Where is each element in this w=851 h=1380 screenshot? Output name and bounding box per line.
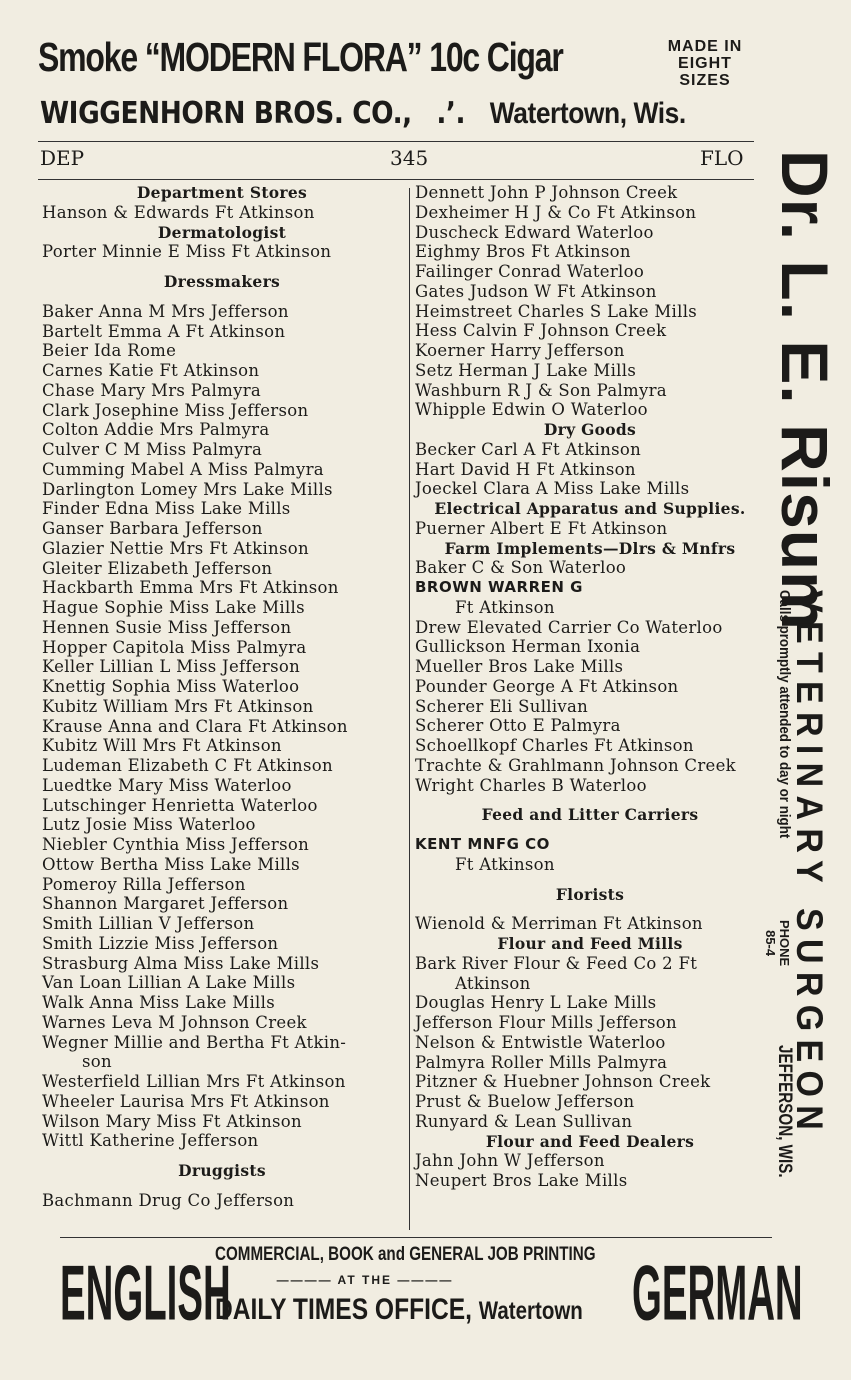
directory-entry: Hart David H Ft Atkinson — [415, 459, 636, 479]
directory-entry: Becker Carl A Ft Atkinson — [415, 439, 642, 459]
directory-entry: Beier Ida Rome — [42, 341, 177, 361]
category-heading: Farm Implements—Dlrs & Mnfrs — [444, 538, 736, 558]
category-heading: Feed and Litter Carriers — [481, 805, 699, 825]
directory-entry: Baker Anna M Mrs Jefferson — [42, 301, 289, 321]
directory-entry: Carnes Katie Ft Atkinson — [42, 361, 260, 380]
directory-entry: Prust & Buelow Jefferson — [415, 1092, 635, 1111]
directory-entry: Pomeroy Rilla Jefferson — [42, 874, 246, 894]
entry-continuation: Ft Atkinson — [455, 854, 555, 874]
directory-entry: Failinger Conrad Waterloo — [415, 262, 645, 281]
category-heading: Electrical Apparatus and Supplies. — [434, 499, 746, 518]
vet-location: JEFFERSON, WIS. — [774, 1045, 795, 1178]
maker-location: Watertown, Wis. — [489, 97, 686, 130]
directory-entry: Darlington Lomey Mrs Lake Mills — [42, 479, 333, 499]
directory-entry: Koerner Harry Jefferson — [415, 341, 625, 360]
directory-entry: Lutschinger Henrietta Waterloo — [42, 795, 318, 815]
top-advertisement — [38, 34, 758, 134]
directory-entry: Baker C & Son Waterloo — [415, 558, 627, 578]
directory-entry: Wilson Mary Miss Ft Atkinson — [42, 1111, 302, 1131]
directory-entry: Smith Lillian V Jefferson — [42, 914, 255, 933]
directory-entry: Drew Elevated Carrier Co Waterloo — [415, 617, 723, 637]
directory-entry: Chase Mary Mrs Palmyra — [42, 380, 262, 400]
running-head-left: DEP — [40, 146, 85, 170]
directory-entry: Jahn John W Jefferson — [415, 1151, 605, 1171]
printing-line-3 — [215, 1293, 583, 1327]
made-in-sizes-badge — [650, 38, 760, 89]
vet-name: Dr. L. E. Risum — [768, 150, 842, 631]
directory-entry: Walk Anna Miss Lake Mills — [42, 993, 275, 1012]
directory-entry: Wienold & Merriman Ft Atkinson — [415, 914, 703, 934]
category-heading: Florists — [555, 884, 625, 904]
category-heading: Flour and Feed Mills — [497, 934, 683, 953]
page-number: 345 — [390, 146, 429, 170]
directory-entry: Ganser Barbara Jefferson — [42, 519, 263, 538]
printing-ad — [215, 1244, 625, 1327]
directory-entry: Kubitz Will Mrs Ft Atkinson — [42, 736, 282, 756]
directory-column-left — [42, 183, 402, 1211]
category-heading: Druggists — [178, 1161, 266, 1180]
printing-line-2: ———— AT THE ———— — [276, 1273, 454, 1287]
header-rule — [38, 141, 754, 142]
directory-entry: Schoellkopf Charles Ft Atkinson — [415, 736, 694, 755]
vet-calls-note: Calls promptly attended to day or night — [776, 590, 792, 839]
entry-continuation: Atkinson — [455, 973, 531, 993]
directory-entry: Mueller Bros Lake Mills — [415, 657, 624, 676]
directory-entry: Eighmy Bros Ft Atkinson — [415, 242, 631, 262]
directory-entry: Niebler Cynthia Miss Jefferson — [42, 835, 310, 854]
spacer — [415, 875, 765, 885]
directory-entry: Hennen Susie Miss Jefferson — [42, 617, 292, 637]
vet-phone — [763, 920, 791, 966]
category-heading: Dry Goods — [543, 420, 637, 439]
directory-entry: Hopper Capitola Miss Palmyra — [42, 637, 307, 657]
directory-entry: Neupert Bros Lake Mills — [415, 1171, 628, 1190]
maker-name: WIGGENHORN BROS. CO., — [40, 96, 412, 131]
cigar-ad-headline: Smoke “MODERN FLORA” 10c Cigar — [38, 34, 563, 80]
directory-entry: Kubitz William Mrs Ft Atkinson — [42, 696, 314, 716]
maker-separator: .’. — [436, 96, 466, 131]
directory-entry: Bachmann Drug Co Jefferson — [42, 1190, 295, 1210]
printing-at-the: AT THE — [337, 1273, 392, 1287]
category-heading: Dressmakers — [163, 272, 281, 291]
directory-entry: Runyard & Lean Sullivan — [415, 1111, 633, 1131]
directory-entry: Shannon Margaret Jefferson — [42, 894, 289, 914]
directory-entry: Ottow Bertha Miss Lake Mills — [42, 854, 300, 874]
directory-entry: Dennett John P Johnson Creek — [415, 183, 678, 202]
spacer — [42, 262, 402, 272]
made-in-line-3: SIZES — [679, 72, 731, 89]
made-in-line-2: EIGHT — [678, 55, 732, 72]
directory-entry: Douglas Henry L Lake Mills — [415, 993, 657, 1013]
directory-entry: Joeckel Clara A Miss Lake Mills — [415, 479, 690, 499]
directory-entry: Colton Addie Mrs Palmyra — [42, 420, 270, 440]
vet-phone-label: PHONE — [777, 920, 792, 967]
spacer — [42, 1151, 402, 1161]
german-word: GERMAN — [632, 1248, 803, 1337]
directory-entry: Pitzner & Huebner Johnson Creek — [415, 1072, 711, 1092]
entry-continuation: Ft Atkinson — [455, 597, 555, 617]
directory-entry: Keller Lillian L Miss Jefferson — [42, 657, 301, 677]
directory-entry: Ludeman Elizabeth C Ft Atkinson — [42, 756, 333, 775]
footer-rule — [60, 1237, 772, 1238]
directory-entry: Strasburg Alma Miss Lake Mills — [42, 953, 320, 973]
directory-entry: Wegner Millie and Bertha Ft Atkin- — [42, 1032, 347, 1052]
directory-entry: Gleiter Elizabeth Jefferson — [42, 558, 273, 578]
spacer — [42, 1181, 402, 1191]
spacer — [415, 795, 765, 805]
printing-office: DAILY TIMES OFFICE, — [215, 1293, 472, 1326]
bold-directory-entry: BROWN WARREN G — [415, 578, 583, 596]
directory-entry: Wright Charles B Waterloo — [415, 775, 647, 795]
veterinary-side-ad — [763, 150, 842, 1215]
directory-entry: Jefferson Flour Mills Jefferson — [415, 1013, 677, 1032]
category-heading: Dermatologist — [157, 222, 287, 242]
directory-entry: Lutz Josie Miss Waterloo — [42, 815, 256, 835]
entry-continuation: son — [82, 1052, 112, 1072]
english-word: ENGLISH — [60, 1248, 231, 1337]
category-heading: Flour and Feed Dealers — [485, 1131, 695, 1151]
directory-entry: Whipple Edwin O Waterloo — [415, 400, 648, 420]
directory-entry: Glazier Nettie Mrs Ft Atkinson — [42, 538, 309, 558]
directory-entry: Pounder George A Ft Atkinson — [415, 676, 679, 696]
directory-entry: Hackbarth Emma Mrs Ft Atkinson — [42, 578, 339, 598]
directory-entry: Clark Josephine Miss Jefferson — [42, 400, 309, 420]
directory-entry: Warnes Leva M Johnson Creek — [42, 1012, 307, 1032]
directory-entry: Bark River Flour & Feed Co 2 Ft — [415, 953, 698, 973]
directory-entry: Krause Anna and Clara Ft Atkinson — [42, 716, 348, 736]
directory-entry: Bartelt Emma A Ft Atkinson — [42, 321, 286, 341]
directory-entry: Gates Judson W Ft Atkinson — [415, 281, 657, 301]
running-head-right: FLO — [700, 146, 744, 170]
page-header — [40, 146, 744, 176]
directory-entry: Van Loan Lillian A Lake Mills — [42, 973, 296, 993]
directory-entry: Heimstreet Charles S Lake Mills — [415, 301, 698, 321]
directory-entry: Dexheimer H J & Co Ft Atkinson — [415, 202, 697, 222]
directory-entry: Cumming Mabel A Miss Palmyra — [42, 459, 324, 479]
header-subrule — [38, 179, 754, 180]
directory-entry: Hanson & Edwards Ft Atkinson — [42, 202, 315, 222]
directory-entry: Nelson & Entwistle Waterloo — [415, 1032, 666, 1052]
printing-line-1: COMMERCIAL, BOOK and GENERAL JOB PRINTING — [215, 1244, 596, 1265]
directory-entry: Scherer Otto E Palmyra — [415, 716, 621, 736]
directory-entry: Duscheck Edward Waterloo — [415, 222, 654, 242]
directory-entry: Wheeler Laurisa Mrs Ft Atkinson — [42, 1091, 330, 1111]
directory-entry: Gullickson Herman Ixonia — [415, 637, 641, 657]
vet-title: VETERINARY SURGEON — [789, 590, 830, 1139]
column-divider — [409, 188, 410, 1230]
directory-entry: Hess Calvin F Johnson Creek — [415, 321, 667, 341]
directory-entry: Smith Lizzie Miss Jefferson — [42, 933, 279, 953]
category-heading: Department Stores — [136, 183, 308, 202]
directory-entry: Luedtke Mary Miss Waterloo — [42, 775, 292, 795]
directory-entry: Knettig Sophia Miss Waterloo — [42, 677, 300, 696]
directory-entry: Scherer Eli Sullivan — [415, 696, 589, 716]
directory-entry: Hague Sophie Miss Lake Mills — [42, 598, 305, 617]
spacer — [42, 292, 402, 302]
vet-phone-number: 85-4 — [763, 930, 778, 957]
directory-entry: Trachte & Grahlmann Johnson Creek — [415, 755, 736, 775]
directory-entry: Porter Minnie E Miss Ft Atkinson — [42, 242, 332, 262]
directory-entry: Palmyra Roller Mills Palmyra — [415, 1052, 668, 1072]
directory-entry: Puerner Albert E Ft Atkinson — [415, 518, 668, 538]
directory-entry: Washburn R J & Son Palmyra — [415, 380, 667, 400]
made-in-line-1: MADE IN — [667, 38, 743, 55]
directory-entry: Finder Edna Miss Lake Mills — [42, 499, 291, 519]
printing-city: Watertown — [478, 1297, 583, 1325]
directory-column-right — [415, 183, 765, 1191]
directory-entry: Culver C M Miss Palmyra — [42, 440, 263, 459]
directory-entry: Westerfield Lillian Mrs Ft Atkinson — [42, 1072, 346, 1091]
bold-directory-entry: KENT MNFG CO — [415, 835, 550, 853]
directory-entry: Wittl Katherine Jefferson — [42, 1131, 259, 1151]
spacer — [415, 904, 765, 914]
cigar-maker-line — [40, 96, 686, 131]
directory-entry: Setz Herman J Lake Mills — [415, 360, 637, 380]
spacer — [415, 825, 765, 835]
